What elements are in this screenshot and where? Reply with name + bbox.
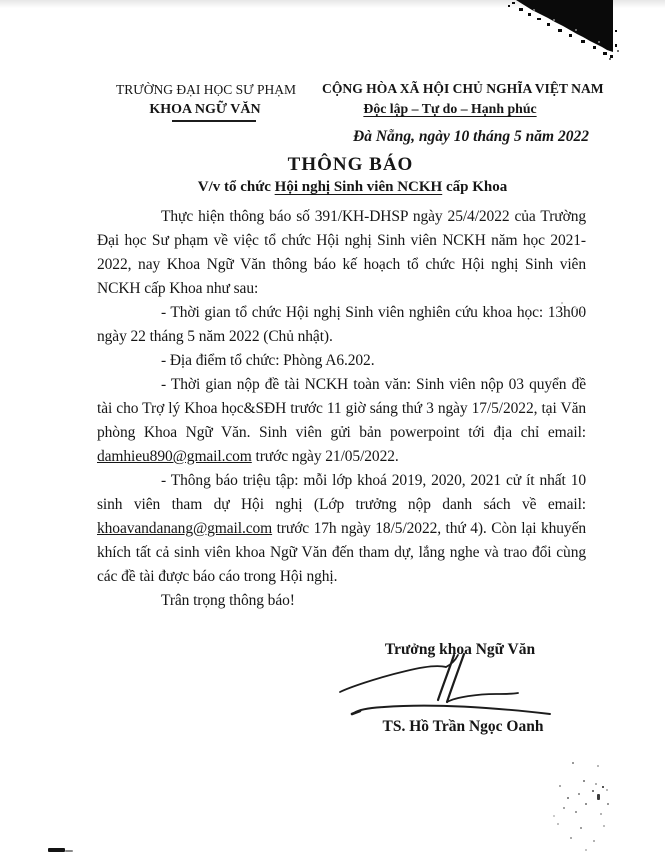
signature-title: Trưởng khoa Ngữ Văn [384,641,536,658]
faculty-name: KHOA NGỮ VĂN [149,101,261,117]
closing-line: Trân trọng thông báo! [161,592,295,609]
signature-name: TS. Hồ Trần Ngọc Oanh [382,718,544,735]
letterhead-left [116,82,294,122]
bullet-summon [97,469,586,589]
letterhead-underline [172,120,256,122]
scan-artifact-corner-wedge [503,0,665,62]
scan-artifact-dark-speck [597,794,600,800]
national-motto-line2: Độc lập – Tự do – Hạnh phúc [363,100,537,116]
paragraph-intro: Thực hiện thông báo số 391/KH-DHSP ngày 25/4/2022 của Trường Đại học Sư phạm về việc tổ chức Hội nghị Sinh viên NCKH năm học 2021-2022, nay Khoa Ngữ Văn thông báo kế hoạch tổ chức Hội nghị Sinh viên NCKH cấp Khoa như sau: [97,208,586,297]
summon-email: khoavandanang@gmail.com [97,520,273,537]
university-name: TRƯỜNG ĐẠI HỌC SƯ PHẠM [116,82,296,97]
doc-subtitle-suffix: cấp Khoa [442,179,508,195]
signature-image [328,650,572,720]
bullet-submission-text: - Thời gian nộp đề tài NCKH toàn văn: Sinh viên nộp 03 quyển đề tài cho Trợ lý Khoa học&SĐH trước 11 giờ sáng thứ 3 ngày 17/5/2022, tại Văn phòng Khoa Ngữ Văn. Sinh viên gửi bản powerpoint tới địa chỉ email: [97,376,586,441]
dateline: Đà Nẵng, ngày 10 tháng 5 năm 2022 [353,128,589,145]
document-body [97,205,586,613]
national-motto-line1: CỘNG HÒA XÃ HỘI CHỦ NGHĨA VIỆT NAM [322,81,604,96]
bullet-time: - Thời gian tổ chức Hội nghị Sinh viên nghiên cứu khoa học: 13h00 ngày 22 tháng 5 năm 2022 (Chủ nhật). [97,304,586,345]
doc-subtitle [108,179,597,196]
bullet-submission [97,373,586,469]
scan-artifact-faint-specks [561,302,563,304]
submission-email: damhieu890@gmail.com [97,448,252,465]
scan-artifact-bottom-left-smudge [48,848,65,852]
scan-artifact-bottom-left-smudge-tail [65,850,73,852]
doc-subtitle-prefix: V/v tổ chức [197,179,275,195]
doc-title: THÔNG BÁO [287,154,414,175]
bullet-summon-text2: trước 17h ngày 18/5/2022, thứ 4). Còn lại khuyến khích tất cả sinh viên khoa Ngữ Văn đến tham dự, lắng nghe và trao đổi cùng các đề tài được báo cáo trong Hội nghị. [97,520,586,585]
bullet-submission-text2: trước ngày 21/05/2022. [251,448,399,465]
bullet-summon-text: - Thông báo triệu tập: mỗi lớp khoá 2019, 2020, 2021 cử ít nhất 10 sinh viên tham dự Hội nghị (Lớp trưởng nộp danh sách về email: [97,472,586,513]
doc-subtitle-underlined: Hội nghị Sinh viên NCKH [274,179,443,195]
bullet-venue: - Địa điểm tổ chức: Phòng A6.202. [161,352,375,369]
scan-artifact-speckle-cloud [545,745,547,747]
national-header [322,80,604,118]
